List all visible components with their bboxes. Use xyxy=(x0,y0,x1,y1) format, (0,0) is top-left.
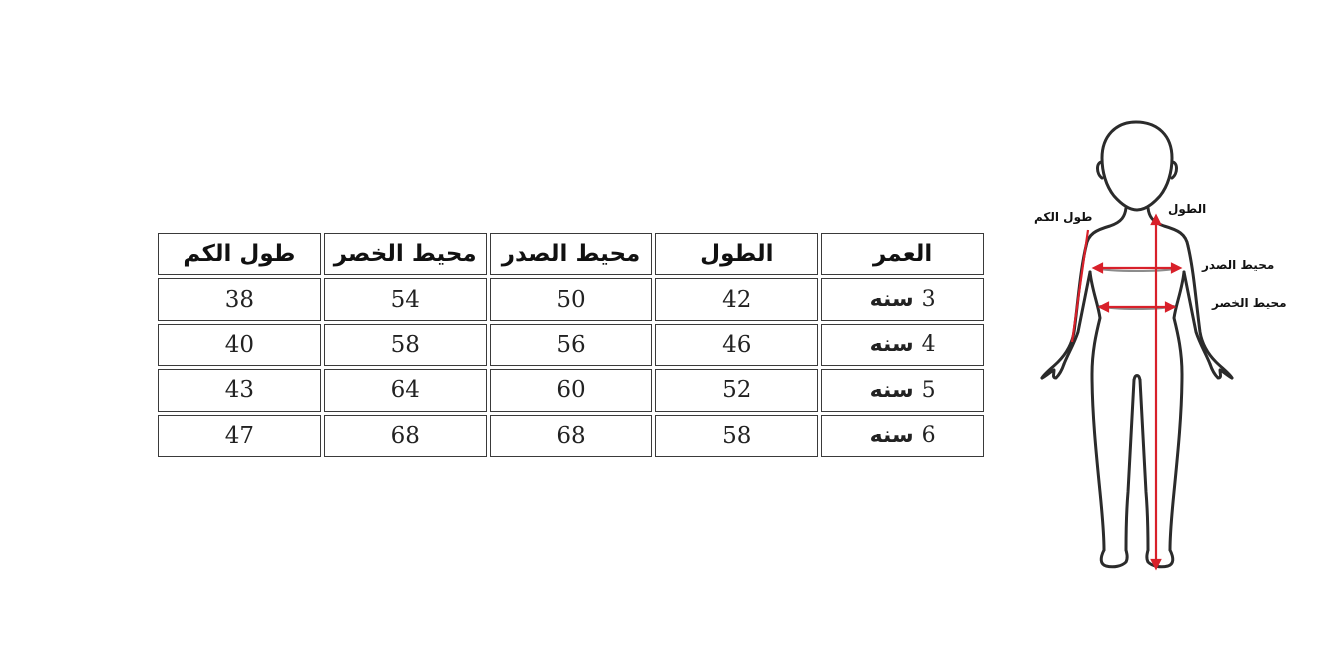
age-number: 6 xyxy=(921,423,936,449)
cell-sleeve: 38 xyxy=(158,278,321,320)
label-length: الطول xyxy=(1168,202,1207,216)
cell-waist: 54 xyxy=(324,278,487,320)
cell-waist: 58 xyxy=(324,324,487,366)
label-waist: محيط الخصر xyxy=(1212,296,1287,310)
cell-age xyxy=(821,324,984,366)
measurement-diagram xyxy=(1030,112,1320,582)
label-chest: محيط الصدر xyxy=(1202,258,1275,272)
header-sleeve: طول الكم xyxy=(158,233,321,275)
age-number: 5 xyxy=(921,377,936,403)
body-outline xyxy=(1042,122,1232,567)
cell-age xyxy=(821,415,984,457)
length-arrow-top xyxy=(1152,216,1160,224)
cell-chest: 68 xyxy=(490,415,653,457)
cell-sleeve: 40 xyxy=(158,324,321,366)
cell-waist: 64 xyxy=(324,369,487,411)
cell-sleeve: 47 xyxy=(158,415,321,457)
cell-sleeve: 43 xyxy=(158,369,321,411)
cell-chest: 50 xyxy=(490,278,653,320)
cell-length: 58 xyxy=(655,415,818,457)
age-number: 3 xyxy=(921,287,936,313)
cell-chest: 60 xyxy=(490,369,653,411)
size-table xyxy=(158,233,984,457)
age-unit: سنه xyxy=(869,377,914,403)
cell-age xyxy=(821,278,984,320)
age-unit: سنه xyxy=(869,287,914,313)
age-unit: سنه xyxy=(869,332,914,358)
cell-length: 52 xyxy=(655,369,818,411)
child-silhouette-icon xyxy=(1030,112,1320,582)
cell-waist: 68 xyxy=(324,415,487,457)
header-age: العمر xyxy=(821,233,984,275)
label-sleeve: طول الكم xyxy=(1034,210,1093,224)
header-waist: محيط الخصر xyxy=(324,233,487,275)
cell-chest: 56 xyxy=(490,324,653,366)
age-unit: سنه xyxy=(869,423,914,449)
header-chest: محيط الصدر xyxy=(490,233,653,275)
cell-length: 46 xyxy=(655,324,818,366)
header-length: الطول xyxy=(655,233,818,275)
cell-length: 42 xyxy=(655,278,818,320)
age-number: 4 xyxy=(921,332,936,358)
cell-age xyxy=(821,369,984,411)
